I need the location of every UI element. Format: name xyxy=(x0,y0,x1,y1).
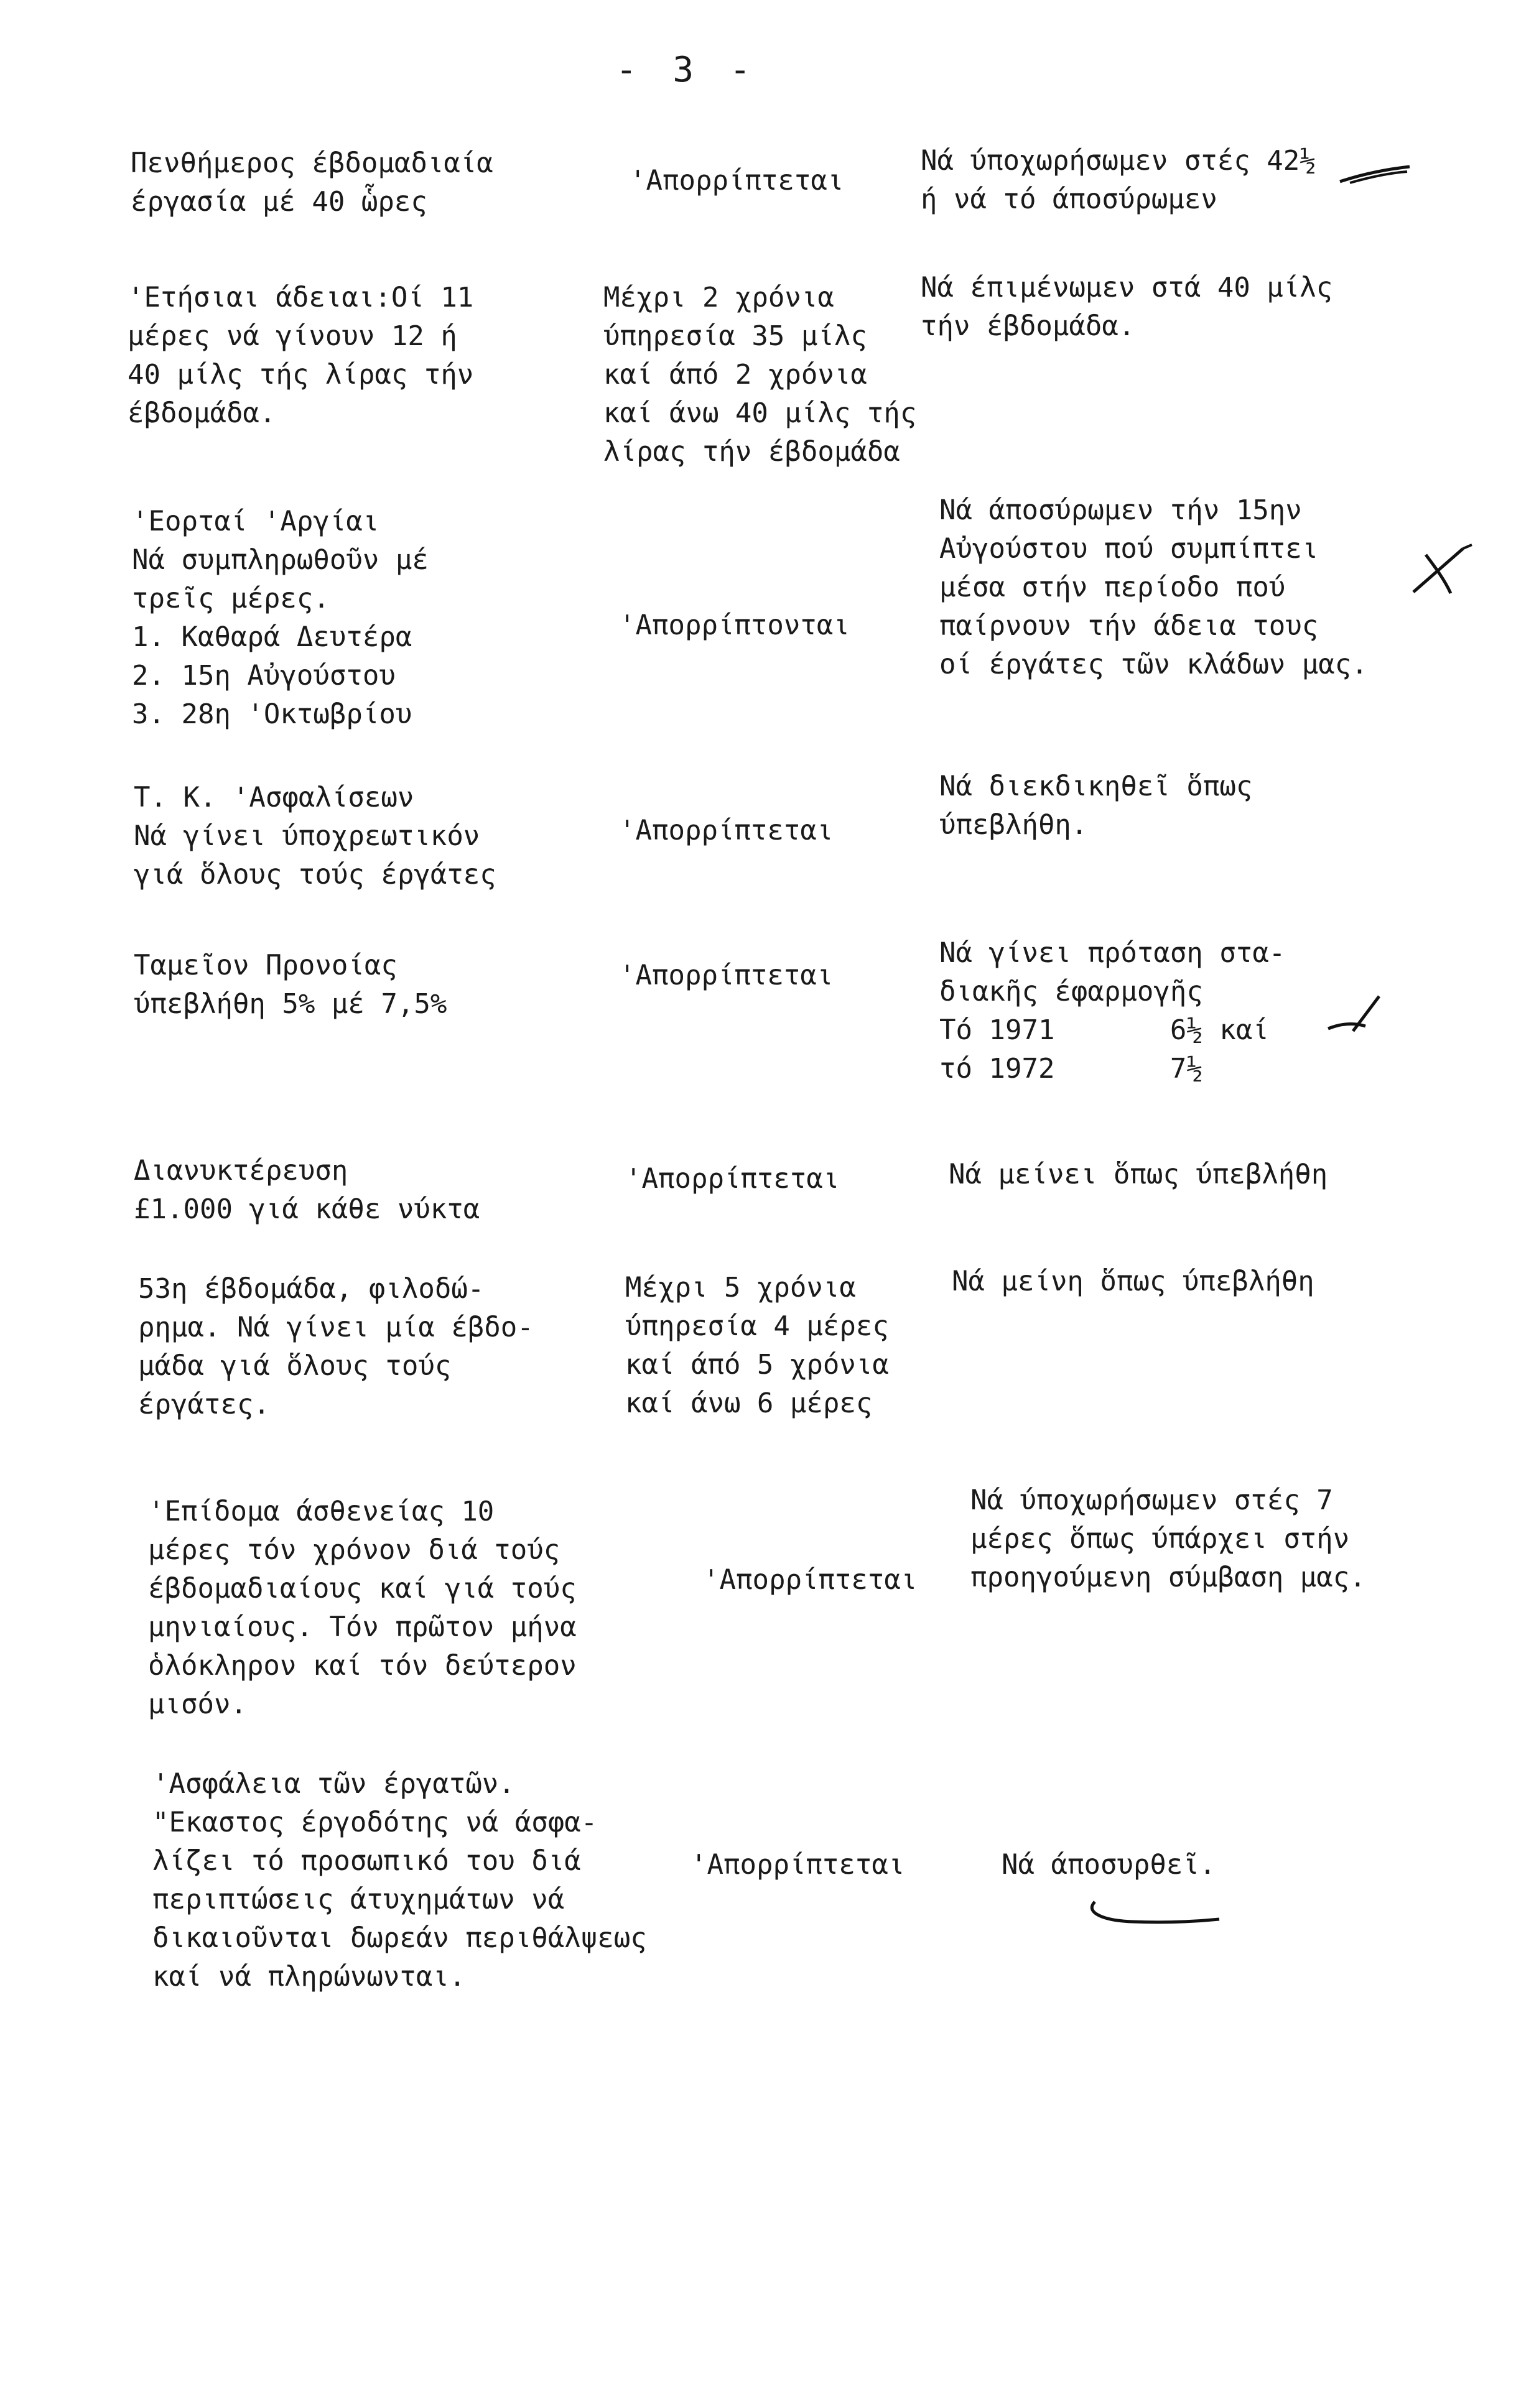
text-line: Νά άποσύρωμεν τήν 15ην xyxy=(939,494,1302,526)
text-line: 'Εορταί 'Αργίαι xyxy=(132,506,379,537)
text-line: 'Απορρίπτεται xyxy=(619,815,834,846)
text-line: Νά άποσυρθεῖ. xyxy=(1002,1849,1216,1881)
row-5-demand xyxy=(134,947,447,1024)
text-line: Ταμεῖον Προνοίας xyxy=(134,950,398,981)
row-3-proposal xyxy=(939,491,1368,684)
text-line: ὁλόκληρον καί τόν δεύτερον xyxy=(148,1650,577,1682)
text-line: 3. 28η 'Οκτωβρίου xyxy=(132,698,412,730)
text-line: Πενθήμερος έβδομαδιαία xyxy=(131,147,493,179)
row-5-proposal xyxy=(939,934,1285,1088)
text-line: 'Ασφάλεια τῶν έργατῶν. xyxy=(152,1768,515,1800)
row-9-demand xyxy=(152,1765,647,1996)
text-line: Νά έπιμένωμεν στά 40 μίλς xyxy=(921,272,1333,303)
handwritten-strike-mark xyxy=(1337,163,1412,188)
text-line: Νά διεκδικηθεῖ ὅπως xyxy=(939,771,1253,802)
text-line: 'Απορρίπτεται xyxy=(691,1849,905,1881)
text-line: λίζει τό προσωπικό του διά xyxy=(152,1845,581,1877)
text-line: "Εκαστος έργοδότης νά άσφα- xyxy=(152,1807,598,1838)
text-line: μέσα στήν περίοδο πού xyxy=(939,572,1286,603)
text-line: μάδα γιά ὅλους τούς xyxy=(138,1350,452,1382)
row-9-response xyxy=(691,1846,904,1884)
text-line: Τ. Κ. 'Ασφαλίσεων xyxy=(134,782,414,813)
row-8-demand xyxy=(148,1493,577,1724)
row-2-demand xyxy=(128,279,473,433)
row-8-response xyxy=(703,1561,917,1600)
text-line: £1.000 γιά κάθε νύκτα xyxy=(134,1193,480,1225)
row-2-response xyxy=(603,279,916,471)
row-1-demand xyxy=(131,144,493,221)
row-9-proposal xyxy=(1002,1846,1216,1884)
text-line: ύπεβλήθη. xyxy=(939,809,1088,841)
text-line: δικαιοῦνται δωρεάν περιθάλψεως xyxy=(152,1922,647,1954)
text-line: Νά ύποχωρήσωμεν στές 42½ xyxy=(921,145,1316,177)
text-line: ύπεβλήθη 5% μέ 7,5% xyxy=(134,988,447,1020)
text-line: ύπηρεσία 4 μέρες xyxy=(625,1310,889,1342)
handwritten-check-mark xyxy=(1322,988,1384,1044)
row-7-demand xyxy=(138,1270,534,1424)
text-line: 40 μίλς τής λίρας τήν xyxy=(128,359,474,391)
text-line: Νά ύποχωρήσωμεν στές 7 xyxy=(970,1484,1333,1516)
text-line: Μέχρι 5 χρόνια xyxy=(625,1272,856,1304)
text-line: μέρες τόν χρόνον διά τούς xyxy=(148,1534,560,1566)
text-line: γιά ὅλους τούς έργάτες xyxy=(134,859,496,891)
row-5-response xyxy=(619,956,833,995)
text-line: τήν έβδομάδα. xyxy=(921,310,1135,342)
text-line: μέρες ὅπως ύπάρχει στήν xyxy=(970,1523,1350,1555)
text-line: Αὐγούστου πού συμπίπτει xyxy=(939,533,1319,565)
text-line: λίρας τήν έβδομάδα xyxy=(603,436,900,468)
text-line: ή νά τό άποσύρωμεν xyxy=(921,183,1217,215)
row-4-response xyxy=(619,812,833,850)
text-line: 1. Καθαρά Δευτέρα xyxy=(132,621,412,653)
text-line: έργασία μέ 40 ὧρες xyxy=(131,186,427,218)
text-line: έβδομαδιαίους καί γιά τούς xyxy=(148,1573,577,1605)
text-line: 53η έβδομάδα, φιλοδώ- xyxy=(138,1273,485,1305)
page-number: - 3 - xyxy=(616,50,758,90)
row-8-proposal xyxy=(970,1481,1366,1597)
text-line: Νά γίνει πρόταση στα- xyxy=(939,937,1286,969)
text-line: 'Επίδομα άσθενείας 10 xyxy=(148,1496,495,1527)
text-line: Μέχρι 2 χρόνια xyxy=(603,282,834,313)
row-3-response xyxy=(619,606,850,645)
row-4-proposal xyxy=(939,767,1252,845)
text-line: μισόν. xyxy=(148,1688,247,1720)
text-line: τό 1972 7½ xyxy=(939,1053,1203,1085)
row-1-proposal xyxy=(921,142,1316,219)
text-line: 'Απορρίπτεται xyxy=(630,165,844,197)
row-2-proposal xyxy=(921,269,1332,346)
text-line: ύπηρεσία 35 μίλς xyxy=(603,320,867,352)
text-line: καί άνω 40 μίλς τής xyxy=(603,397,917,429)
text-line: καί άπό 2 χρόνια xyxy=(603,359,867,391)
text-line: 'Απορρίπτεται xyxy=(619,960,834,991)
row-4-demand xyxy=(134,779,496,894)
row-7-response xyxy=(625,1269,889,1423)
text-line: καί άνω 6 μέρες xyxy=(625,1387,873,1419)
row-3-demand xyxy=(132,502,429,734)
text-line: Νά συμπληρωθοῦν μέ xyxy=(132,544,429,576)
text-line: 'Απορρίπτεται xyxy=(703,1564,918,1596)
text-line: 'Ετήσιαι άδειαι:Οί 11 xyxy=(128,282,474,313)
text-line: μέρες νά γίνουν 12 ή xyxy=(128,320,457,352)
row-6-demand xyxy=(134,1152,480,1229)
text-line: μηνιαίους. Τόν πρῶτον μήνα xyxy=(148,1611,577,1643)
text-line: τρεῖς μέρες. xyxy=(132,583,330,614)
row-6-response xyxy=(625,1160,839,1198)
text-line: καί άπό 5 χρόνια xyxy=(625,1349,889,1381)
text-line: Διανυκτέρευση xyxy=(134,1155,348,1187)
text-line: 2. 15η Αὐγούστου xyxy=(132,660,396,692)
text-line: Νά μείνη ὅπως ύπεβλήθη xyxy=(952,1266,1314,1297)
text-line: ρημα. Νά γίνει μία έβδο- xyxy=(138,1312,534,1343)
text-line: διακῆς έφαρμογῆς xyxy=(939,976,1203,1007)
row-6-proposal xyxy=(949,1155,1328,1194)
text-line: Τό 1971 6½ καί xyxy=(939,1014,1269,1046)
text-line: 'Απορρίπτεται xyxy=(625,1163,840,1195)
text-line: Νά μείνει ὅπως ύπεβλήθη xyxy=(949,1159,1328,1190)
text-line: έργάτες. xyxy=(138,1389,270,1420)
row-1-response xyxy=(630,162,844,200)
text-line: προηγούμενη σύμβαση μας. xyxy=(970,1562,1366,1593)
row-7-proposal xyxy=(952,1262,1314,1301)
text-line: έβδομάδα. xyxy=(128,397,276,429)
text-line: καί νά πληρώνωνται. xyxy=(152,1961,466,1993)
text-line: 'Απορρίπτονται xyxy=(619,609,850,641)
text-line: παίρνουν τήν άδεια τους xyxy=(939,610,1319,642)
handwritten-x-mark xyxy=(1407,542,1476,598)
text-line: Νά γίνει ύποχρεωτικόν xyxy=(134,820,480,852)
text-line: οί έργάτες τῶν κλάδων μας. xyxy=(939,649,1368,680)
handwritten-underline-mark xyxy=(1082,1896,1225,1939)
text-line: περιπτώσεις άτυχημάτων νά xyxy=(152,1884,565,1915)
